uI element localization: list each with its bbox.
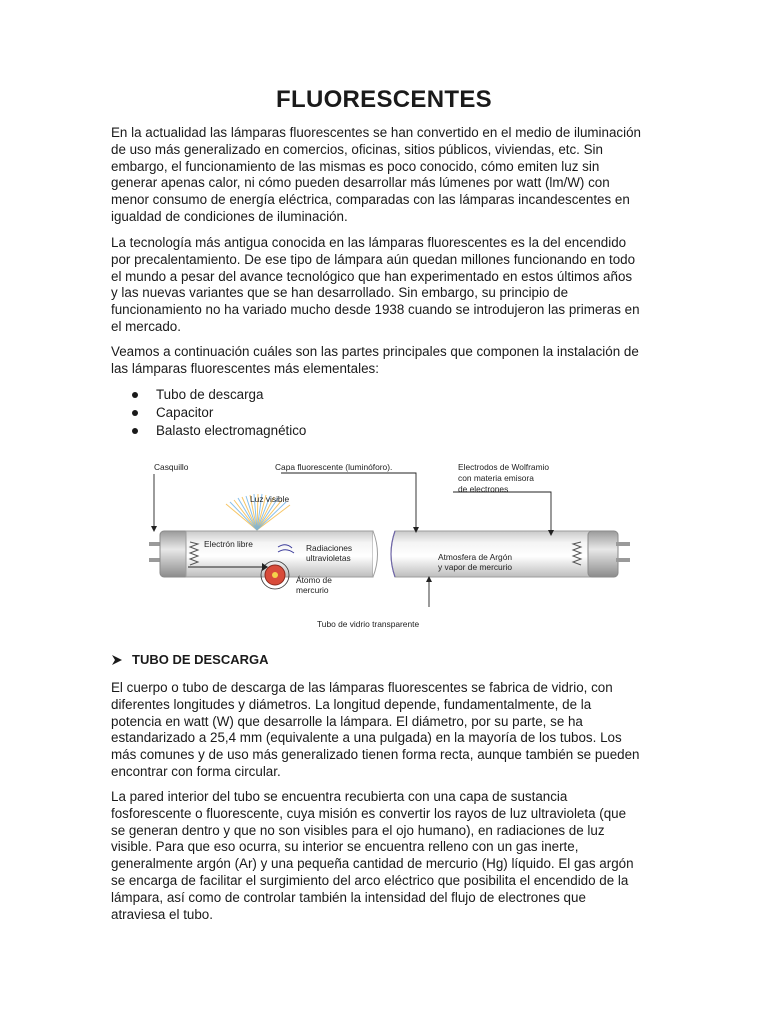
list-item: Tubo de descarga bbox=[111, 386, 306, 404]
label-atomo-line2: mercurio bbox=[296, 585, 329, 595]
bullet-icon bbox=[132, 410, 138, 416]
paragraph-intro: En la actualidad las lámparas fluorescentes se han convertido en el medio de iluminación de uso más generalizado en comercios, oficinas, sitios públicos, viviendas, etc. Sin embargo, el funcionamiento de las mismas es poco conocido, cómo emiten luz sin generar apenas calor, ni cómo pueden desarrollar más lúmenes por watt (lm/W) con menor consumo de energía eléctrica, comparadas con las lámparas incandescentes en igualdad de condiciones de iluminación. bbox=[111, 125, 641, 224]
label-radiaciones: Radiaciones bbox=[306, 543, 353, 553]
paragraph-technology: La tecnología más antigua conocida en las lámparas fluorescentes es la del encendido por precalentamiento. De ese tipo de lámpara aún quedan millones funcionando en todo el mundo a pesar del avance tecnológico que han experimentado en estos últimos años y las nuevas variantes que se han desarrollado. Sin embargo, su principio de funcionamiento no ha variado mucho desde 1938 cuando se introdujeron las primeras en el mercado. bbox=[111, 235, 640, 334]
paragraph-tube-body: El cuerpo o tubo de descarga de las lámparas fluorescentes se fabrica de vidrio, con diferentes longitudes y diámetros. La longitud depende, fundamentalmente, de la potencia en watt (W) que desarrolle la lámpara. El diámetro, por su parte, se ha estandarizado a 25,4 mm (equivalente a una pulgada) en la mayoría de los tubos. Los más comunes y de uso más generalizado tienen forma recta, aunque también se pueden encontrar con forma circular. bbox=[111, 680, 640, 779]
paragraph-tube-coating: La pared interior del tubo se encuentra recubierta con una capa de sustancia fosforescente o fluorescente, cuya misión es convertir los rayos de luz ultravioleta (que se generan dentro y que no son visibles para el ojo humano), en radiaciones de luz visible. Para que eso ocurra, su interior se encuentra relleno con un gas inerte, generalmente argón (Ar) y una pequeña cantidad de mercurio (Hg) líquido. El gas argón se encarga de facilitar el surgimiento del arco eléctrico que posibilita el encendido de la lámpara, así como de controlar también la intensidad del flujo de electrones que atraviesa el tubo. bbox=[111, 789, 634, 922]
fluorescent-tube-diagram bbox=[146, 458, 640, 638]
label-atomo: Átomo de bbox=[296, 575, 332, 585]
label-atmosfera-line2: y vapor de mercurio bbox=[438, 562, 513, 572]
end-cap-right bbox=[588, 531, 618, 577]
bullet-icon bbox=[132, 428, 138, 434]
label-atmosfera: Atmosfera de Argón bbox=[438, 552, 513, 562]
pin-icon bbox=[616, 558, 630, 562]
page-title: FLUORESCENTES bbox=[276, 86, 492, 113]
label-radiaciones-line2: ultravioletas bbox=[306, 553, 351, 563]
label-capa-fluorescente: Capa fluorescente (luminóforo). bbox=[275, 462, 393, 472]
tube-break-left bbox=[373, 531, 378, 577]
label-electrodos: Electrodos de Wolframio bbox=[458, 462, 550, 472]
label-luz-visible: Luz visible bbox=[250, 494, 290, 504]
bullet-icon bbox=[132, 392, 138, 398]
label-electron-libre: Electrón libre bbox=[204, 539, 253, 549]
list-item: Balasto electromagnético bbox=[111, 422, 306, 440]
parts-list bbox=[111, 386, 306, 440]
list-item: Capacitor bbox=[111, 404, 306, 422]
label-casquillo: Casquillo bbox=[154, 462, 189, 472]
label-electrodos-line2: con materia emisora bbox=[458, 473, 534, 483]
arrowhead-bullet-icon bbox=[111, 654, 123, 666]
paragraph-parts-intro: Veamos a continuación cuáles son las partes principales que componen la instalación de las lámparas fluorescentes más elementales: bbox=[111, 344, 639, 376]
label-tubo-vidrio: Tubo de vidrio transparente bbox=[317, 619, 420, 629]
pin-icon bbox=[616, 542, 630, 546]
visible-light-rays bbox=[226, 494, 290, 530]
label-electrodos-line3: de electrones bbox=[458, 484, 509, 494]
section-heading: TUBO DE DESCARGA bbox=[111, 652, 269, 667]
